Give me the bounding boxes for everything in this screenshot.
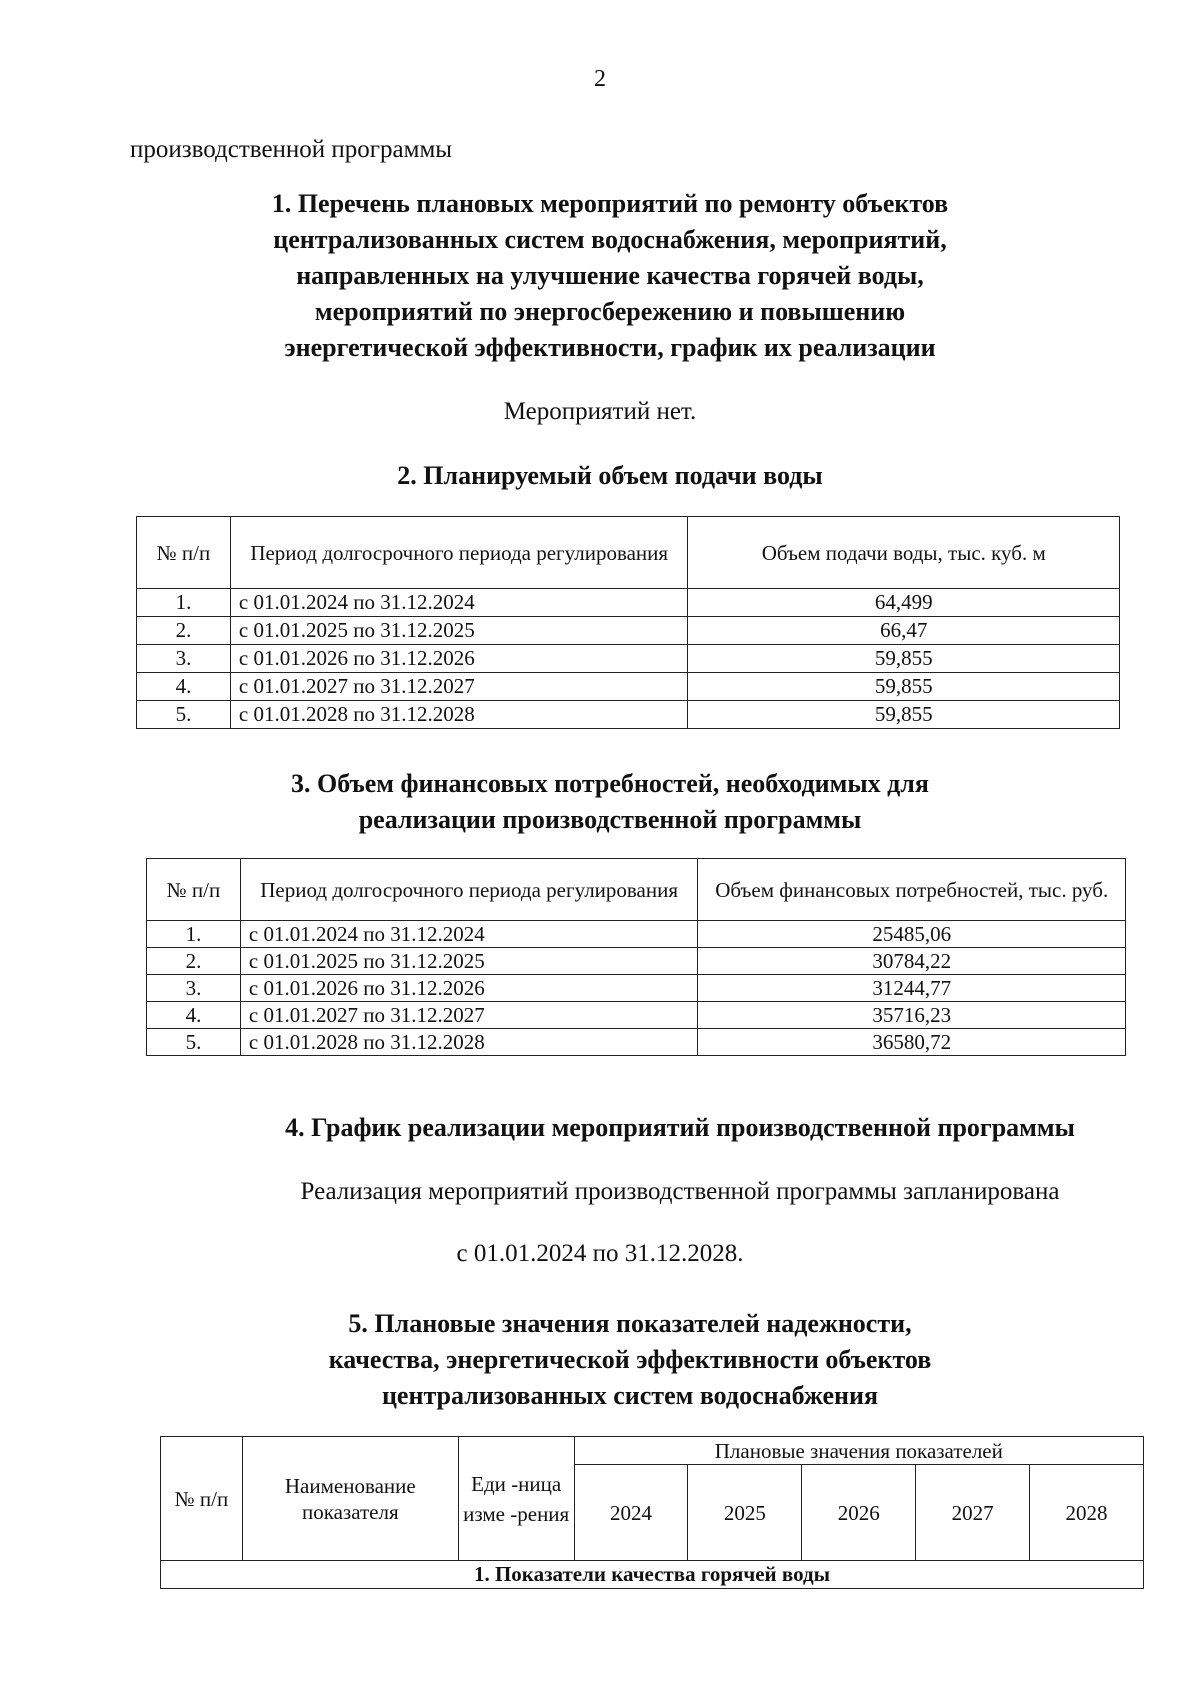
table-header-row <box>137 517 1120 589</box>
section1-title-line: направленных на улучшение качества горячей воды, <box>296 261 924 290</box>
col-header-period: Период долгосрочного периода регулирования <box>230 517 688 589</box>
row-period: с 01.01.2028 по 31.12.2028 <box>240 1029 698 1056</box>
year-header: 2028 <box>1030 1465 1144 1561</box>
section1-text: Мероприятий нет. <box>503 398 697 425</box>
year-header: 2024 <box>574 1465 688 1561</box>
row-period: с 01.01.2027 по 31.12.2027 <box>240 1002 698 1029</box>
section1-title-line: централизованных систем водоснабжения, мероприятий, <box>273 225 947 254</box>
table-row <box>147 921 1126 948</box>
table-group-row <box>161 1561 1144 1589</box>
section5-title-line: качества, энергетической эффективности объектов <box>328 1345 932 1374</box>
row-period: с 01.01.2028 по 31.12.2028 <box>230 701 688 729</box>
indicators-table <box>160 1436 1144 1589</box>
table-row <box>137 617 1120 645</box>
col-header-num: № п/п <box>161 1437 243 1561</box>
col-header-num: № п/п <box>137 517 231 589</box>
section5-title-line: централизованных систем водоснабжения <box>381 1381 879 1410</box>
row-num: 5. <box>137 701 231 729</box>
section1-title-line: энергетической эффективности, график их реализации <box>284 333 936 362</box>
section4-text-line1: Реализация мероприятий производственной программы запланирована <box>300 1178 1060 1205</box>
row-num: 3. <box>147 975 241 1002</box>
section3-title <box>150 766 1070 838</box>
row-value: 36580,72 <box>698 1029 1126 1056</box>
row-value: 30784,22 <box>698 948 1126 975</box>
row-num: 4. <box>137 673 231 701</box>
financial-needs-table <box>146 858 1126 1056</box>
row-period: с 01.01.2025 по 31.12.2025 <box>240 948 698 975</box>
col-header-name: Наименование показателя <box>242 1437 458 1561</box>
section1-title-line: мероприятий по энергосбережению и повышению <box>314 297 906 326</box>
table-row <box>137 589 1120 617</box>
table-row <box>147 1002 1126 1029</box>
section5-title <box>170 1306 1090 1414</box>
row-num: 1. <box>147 921 241 948</box>
section1-title-line: 1. Перечень плановых мероприятий по ремонту объектов <box>271 189 949 218</box>
row-num: 2. <box>137 617 231 645</box>
row-num: 4. <box>147 1002 241 1029</box>
section4-text-line2: с 01.01.2024 по 31.12.2028. <box>456 1240 744 1267</box>
table-header-row <box>147 859 1126 921</box>
col-header-finance: Объем финансовых потребностей, тыс. руб. <box>698 859 1126 921</box>
table-row <box>137 701 1120 729</box>
col-header-planned-values: Плановые значения показателей <box>574 1437 1143 1465</box>
row-period: с 01.01.2024 по 31.12.2024 <box>230 589 688 617</box>
row-value: 31244,77 <box>698 975 1126 1002</box>
row-value: 59,855 <box>688 645 1120 673</box>
row-value: 64,499 <box>688 589 1120 617</box>
table-row <box>137 673 1120 701</box>
year-header: 2027 <box>916 1465 1030 1561</box>
section2-title: 2. Планируемый объем подачи воды <box>397 461 823 490</box>
section1-title <box>150 186 1070 366</box>
section3-title-line: 3. Объем финансовых потребностей, необходимых для <box>291 769 929 798</box>
table-header-row <box>161 1437 1144 1465</box>
col-header-num: № п/п <box>147 859 241 921</box>
table-row <box>137 645 1120 673</box>
col-header-unit: Еди -ница изме -рения <box>458 1437 574 1561</box>
row-period: с 01.01.2026 по 31.12.2026 <box>240 975 698 1002</box>
group-row-label: 1. Показатели качества горячей воды <box>161 1561 1144 1589</box>
row-period: с 01.01.2026 по 31.12.2026 <box>230 645 688 673</box>
table-row <box>147 975 1126 1002</box>
row-period: с 01.01.2024 по 31.12.2024 <box>240 921 698 948</box>
lead-text: производственной программы <box>130 136 453 163</box>
row-num: 3. <box>137 645 231 673</box>
section3-title-line: реализации производственной программы <box>358 805 862 834</box>
page-number: 2 <box>594 66 606 92</box>
section4-title: 4. График реализации мероприятий производственной программы <box>285 1113 1075 1142</box>
row-value: 59,855 <box>688 673 1120 701</box>
table-row <box>147 1029 1126 1056</box>
row-period: с 01.01.2025 по 31.12.2025 <box>230 617 688 645</box>
col-header-period: Период долгосрочного периода регулирования <box>240 859 698 921</box>
section5-title-line: 5. Плановые значения показателей надежности, <box>348 1309 912 1338</box>
row-num: 2. <box>147 948 241 975</box>
row-value: 59,855 <box>688 701 1120 729</box>
year-header: 2026 <box>802 1465 916 1561</box>
water-supply-table <box>136 516 1120 729</box>
col-header-volume: Объем подачи воды, тыс. куб. м <box>688 517 1120 589</box>
row-period: с 01.01.2027 по 31.12.2027 <box>230 673 688 701</box>
row-value: 66,47 <box>688 617 1120 645</box>
row-value: 35716,23 <box>698 1002 1126 1029</box>
year-header: 2025 <box>688 1465 802 1561</box>
row-num: 1. <box>137 589 231 617</box>
row-num: 5. <box>147 1029 241 1056</box>
row-value: 25485,06 <box>698 921 1126 948</box>
table-row <box>147 948 1126 975</box>
